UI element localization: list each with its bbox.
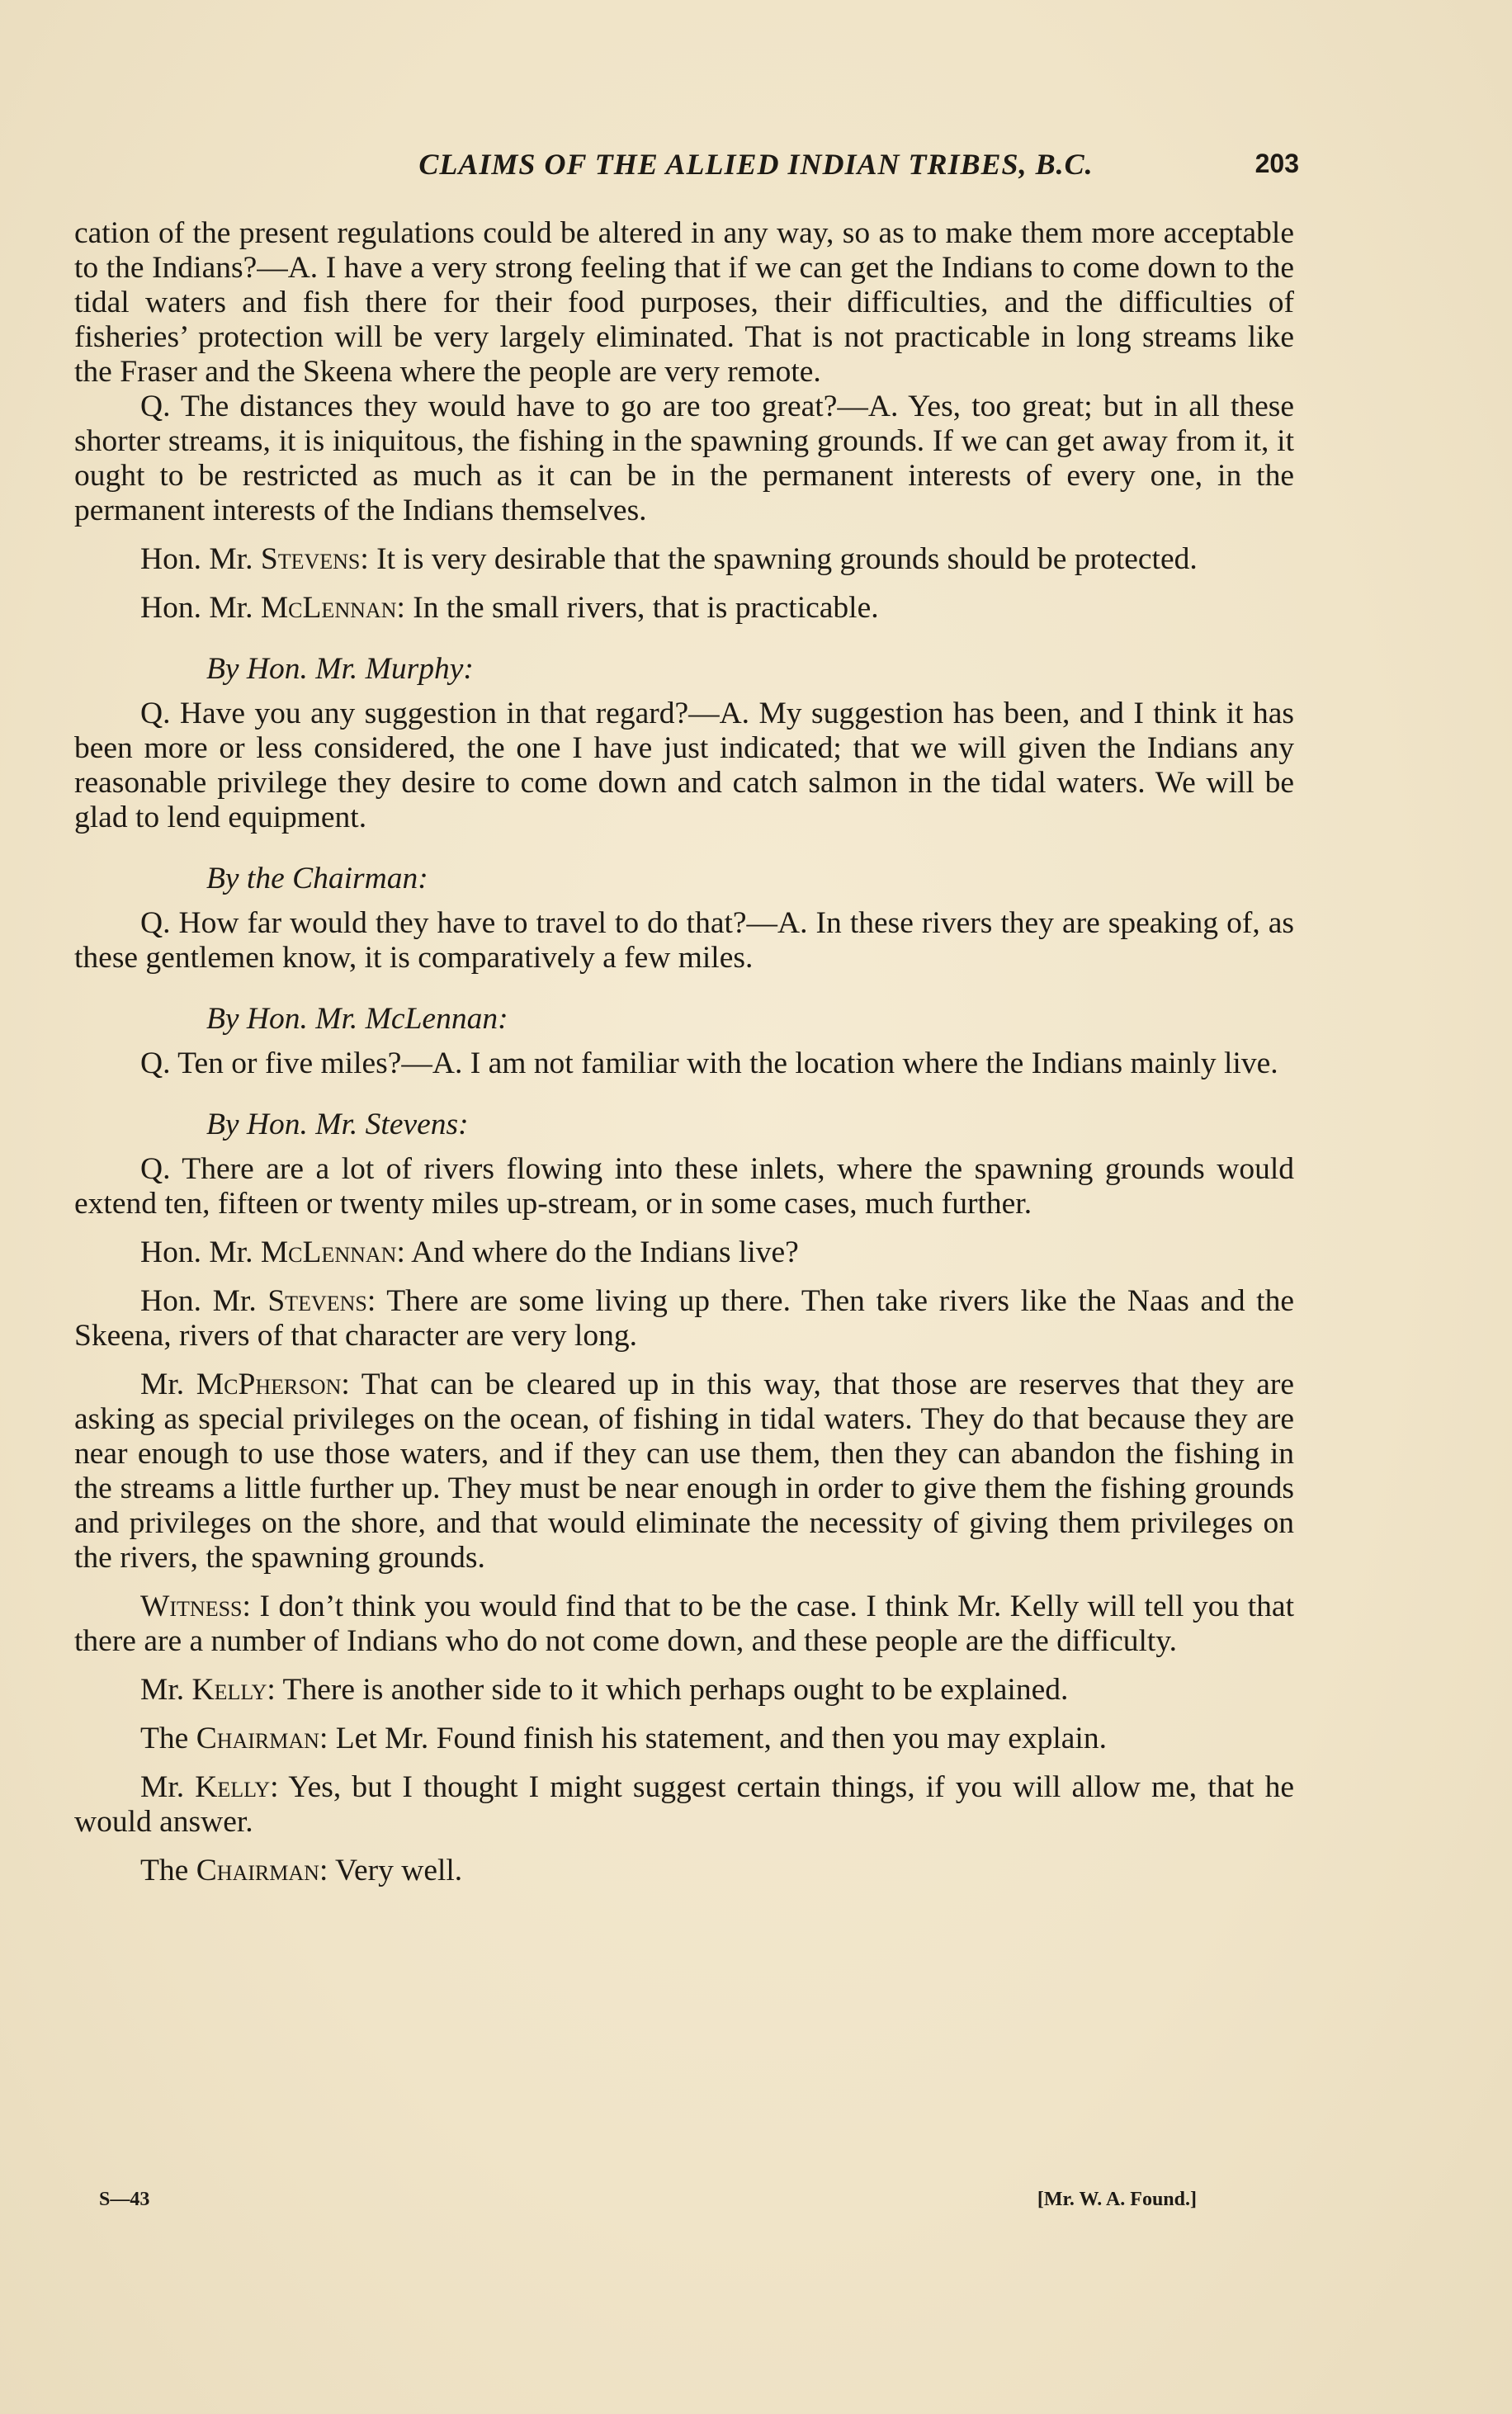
- speech-text: : Very well.: [319, 1854, 463, 1887]
- speech-text: : Yes, but I thought I might suggest certain things, if you will allow me, that he would answer.: [74, 1770, 1295, 1839]
- speaker-prefix: Mr.: [140, 1770, 196, 1804]
- speaker-paragraph: [74, 1722, 1294, 1756]
- speech-text: : In the small rivers, that is practicable.: [396, 591, 879, 625]
- paragraph: Q. There are a lot of rivers flowing into these inlets, where the spawning grounds would extend ten, fifteen or twenty miles up-stream, or in some cases, much further.: [74, 1152, 1294, 1221]
- speaker-name: McPherson: [196, 1368, 342, 1401]
- examiner-heading: By the Chairman:: [206, 862, 428, 895]
- speaker-paragraph: [74, 1235, 1294, 1270]
- examiner-heading: By Hon. Mr. Murphy:: [206, 652, 474, 686]
- speaker-prefix: The: [140, 1854, 196, 1887]
- examiner-heading: By Hon. Mr. Stevens:: [206, 1108, 469, 1141]
- speaker-name: Chairman: [196, 1854, 319, 1887]
- speaker-paragraph: [74, 1590, 1294, 1659]
- speaker-name: Kelly: [195, 1770, 271, 1804]
- paragraph: Q. The distances they would have to go are too great?—A. Yes, too great; but in all these shorter streams, it is iniquitous, the fishing in the spawning grounds. If we can get away from it, it ought to be restricted as much as it can be in the permanent interests of every one, in the permanent interests of the Indians themselves.: [74, 390, 1294, 527]
- running-title: CLAIMS OF THE ALLIED INDIAN TRIBES, B.C.: [418, 148, 1094, 181]
- printer-signature: S—43: [99, 2189, 150, 2210]
- speaker-name: Witness: [140, 1590, 243, 1623]
- speaker-name: Kelly: [191, 1673, 267, 1707]
- speaker-name: McLennan: [260, 1235, 397, 1269]
- speech-text: : That can be cleared up in this way, that those are reserves that they are asking as special privileges on the ocean, of fishing in tidal waters. They do that because they are near enough to use those waters, and if they can use them, then they can abandon the fishing in the streams a little further up. They must be near enough in order to give them the fishing grounds and privileges on the shore, and that would eliminate the necessity of giving them privileges on the rivers, the spawning grounds.: [74, 1368, 1295, 1575]
- speech-text: : There is another side to it which perhaps ought to be explained.: [267, 1673, 1069, 1707]
- speaker-prefix: Hon. Mr.: [140, 1235, 261, 1269]
- speaker-paragraph: [74, 1854, 1294, 1888]
- speaker-prefix: Hon. Mr.: [140, 542, 261, 576]
- paragraph: Q. Ten or five miles?—A. I am not familiar with the location where the Indians mainly live.: [140, 1046, 1278, 1080]
- speaker-prefix: Hon. Mr.: [140, 591, 261, 625]
- paragraph: cation of the present regulations could be altered in any way, so as to make them more acceptable to the Indians?—A. I have a very strong feeling that if we can get the Indians to come down to the tidal waters and fish there for their food purposes, their difficulties, and the difficulties of fisheries’ protection will be very largely eliminated. That is not practicable in long streams like the Fraser and the Skeena where the people are very remote.: [74, 216, 1294, 389]
- examiner-heading: By Hon. Mr. McLennan:: [206, 1002, 508, 1036]
- speech-text: : I don’t think you would find that to be the case. I think Mr. Kelly will tell you that there are a number of Indians who do not come down, and these people are the difficulty.: [74, 1590, 1294, 1658]
- speaker-paragraph: [74, 1368, 1294, 1575]
- page-number: 203: [1254, 149, 1299, 178]
- speaker-paragraph: [74, 1770, 1294, 1840]
- speaker-paragraph: [74, 1673, 1294, 1708]
- speaker-paragraph: [74, 1284, 1294, 1353]
- witness-name: [Mr. W. A. Found.]: [1037, 2189, 1197, 2210]
- speaker-name: McLennan: [260, 591, 397, 625]
- body-text: [74, 216, 1294, 1888]
- speaker-name: Chairman: [196, 1722, 319, 1755]
- speaker-prefix: The: [140, 1722, 196, 1755]
- speaker-paragraph: [74, 591, 1294, 626]
- speaker-prefix: Hon. Mr.: [140, 1284, 268, 1318]
- page-header: [0, 147, 1512, 196]
- speaker-name: Stevens: [260, 542, 361, 576]
- speech-text: : And where do the Indians live?: [396, 1235, 799, 1269]
- speaker-paragraph: [74, 542, 1294, 577]
- speaker-prefix: Mr.: [140, 1368, 196, 1401]
- speaker-name: Stevens: [267, 1284, 367, 1318]
- paragraph: Q. Have you any suggestion in that regard?—A. My suggestion has been, and I think it has been more or less considered, the one I have just indicated; that we will given the Indians any reasonable privilege they desire to come down and catch salmon in the tidal waters. We will be glad to lend equipment.: [74, 697, 1294, 834]
- speech-text: : There are some living up there. Then take rivers like the Naas and the Skeena, rivers of that character are very long.: [74, 1284, 1294, 1353]
- paragraph: Q. How far would they have to travel to do that?—A. In these rivers they are speaking of, as these gentlemen know, it is comparatively a few miles.: [74, 906, 1294, 975]
- speaker-prefix: Mr.: [140, 1673, 192, 1707]
- page-footer: [0, 2189, 1512, 2222]
- speech-text: : Let Mr. Found finish his statement, and then you may explain.: [319, 1722, 1107, 1755]
- speech-text: : It is very desirable that the spawning grounds should be protected.: [360, 542, 1198, 576]
